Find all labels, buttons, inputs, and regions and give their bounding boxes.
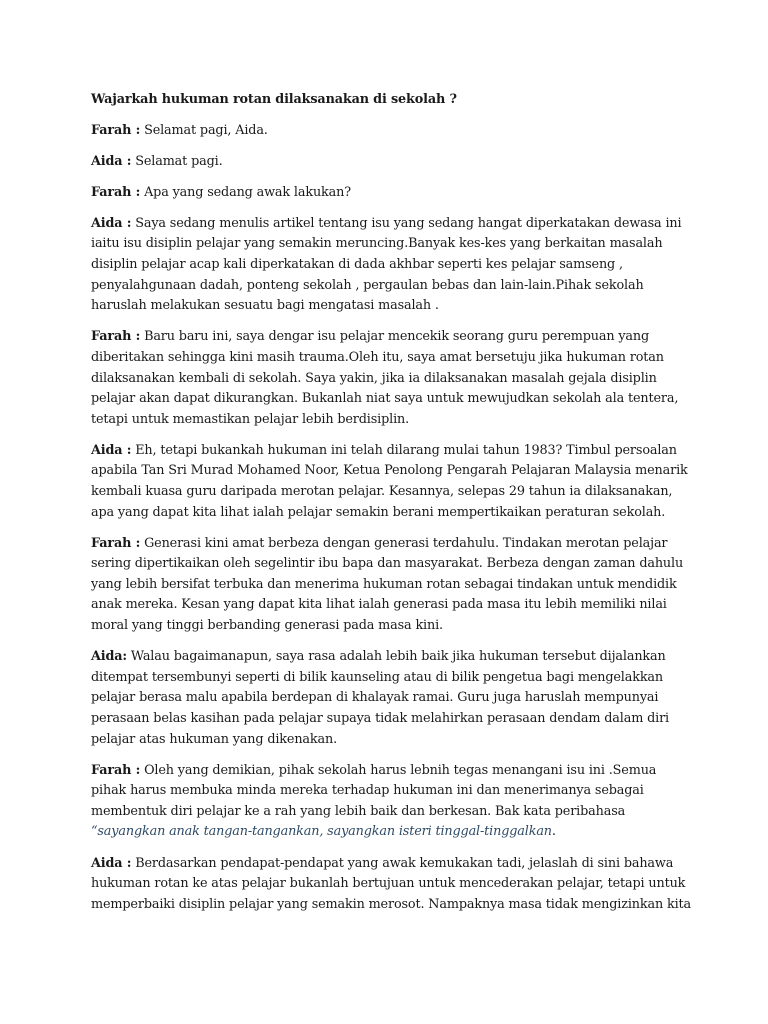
dialogue-text: Apa yang sedang awak lakukan?	[140, 184, 351, 200]
dialogue-paragraph	[91, 327, 691, 430]
document-page	[91, 90, 691, 926]
dialogue-text: Walau bagaimanapun, saya rasa adalah lebih baik jika hukuman tersebut dijalankan ditempat tersembunyi seperti di bilik kaunseling atau di bilik pengetua bagi mengelakkan pelajar berasa malu apabila berdepan di khalayak ramai. Guru juga haruslah mempunyai perasaan belas kasihan pada pelajar supaya tidak melahirkan perasaan dendam dalam diri pelajar atas hukuman yang dikenakan.	[91, 649, 670, 747]
speaker-label: Farah :	[91, 535, 141, 551]
speaker-label: Farah :	[91, 122, 141, 138]
speaker-label: Aida :	[91, 442, 132, 458]
dialogue-text: Saya sedang menulis artikel tentang isu yang sedang hangat diperkatakan dewasa ini iaitu isu disiplin pelajar yang semakin meruncing.Banyak kes-kes yang berkaitan masalah disiplin pelajar acap kali diperkatakan di dada akhbar seperti kes pelajar samseng , penyalahgunaan dadah, ponteng sekolah , pergaulan bebas dan lain-lain.Pihak sekolah haruslah melakukan sesuatu bagi mengatasi masalah .	[91, 215, 682, 314]
dialogue-paragraph	[91, 214, 691, 317]
dialogue-paragraph	[91, 854, 691, 916]
speaker-label: Aida :	[91, 855, 132, 871]
dialogue-paragraph	[91, 534, 691, 637]
dialogue-text: Baru baru ini, saya dengar isu pelajar mencekik seorang guru perempuan yang diberitakan sehingga kini masih trauma.Oleh itu, saya amat bersetuju jika hukuman rotan dilaksanakan kembali di sekolah. Saya yakin, jika ia dilaksanakan masalah gejala disiplin pelajar akan dapat dikurangkan. Bukanlah niat saya untuk mewujudkan sekolah ala tentera, tetapi untuk memastikan pelajar lebih berdisiplin.	[91, 329, 679, 427]
dialogue-paragraph	[91, 183, 691, 204]
dialogue-text: Generasi kini amat berbeza dengan generasi terdahulu. Tindakan merotan pelajar sering dipertikaikan oleh segelintir ibu bapa dan masyarakat. Berbeza dengan zaman dahulu yang lebih bersifat terbuka dan menerima hukuman rotan sebagai tindakan untuk mendidik anak mereka. Kesan yang dapat kita lihat ialah generasi pada masa itu lebih memiliki nilai moral yang tinggi berbanding generasi pada masa kini.	[91, 535, 684, 634]
dialogue-paragraph	[91, 647, 691, 750]
speaker-label: Farah :	[91, 329, 141, 345]
speaker-label: Aida:	[91, 649, 128, 665]
speaker-label: Aida :	[91, 153, 132, 169]
dialogue-text-tail: .	[551, 824, 556, 840]
dialogue-text: Berdasarkan pendapat-pendapat yang awak kemukakan tadi, jelaslah di sini bahawa hukuman rotan ke atas pelajar bukanlah bertujuan untuk mencederakan pelajar, tetapi untuk memperbaiki disiplin pelajar yang semakin merosot. Nampaknya masa tidak mengizinkan kita	[91, 855, 691, 912]
dialogue-paragraph	[91, 441, 691, 523]
dialogue-text: Oleh yang demikian, pihak sekolah harus lebnih tegas menangani isu ini .Semua pihak harus membuka minda mereka terhadap hukuman ini dan menerimanya sebagai membentuk diri pelajar ke a rah yang lebih baik dan berkesan. Bak kata peribahasa	[91, 762, 657, 819]
dialogue-paragraph	[91, 121, 691, 142]
speaker-label: Farah :	[91, 762, 141, 778]
dialogue-text: Selamat pagi, Aida.	[140, 122, 268, 138]
dialogue-paragraph	[91, 761, 691, 843]
proverb-quote: “sayangkan anak tangan-tangankan, sayangkan isteri tinggal-tinggalkan	[91, 824, 552, 840]
speaker-label: Aida :	[91, 215, 132, 231]
document-title: Wajarkah hukuman rotan dilaksanakan di sekolah ?	[91, 92, 457, 107]
speaker-label: Farah :	[91, 184, 141, 200]
dialogue-text: Eh, tetapi bukankah hukuman ini telah dilarang mulai tahun 1983? Timbul persoalan apabila Tan Sri Murad Mohamed Noor, Ketua Penolong Pengarah Pelajaran Malaysia menarik kembali kuasa guru daripada merotan pelajar. Kesannya, selepas 29 tahun ia dilaksanakan, apa yang dapat kita lihat ialah pelajar semakin berani mempertikaikan peraturan sekolah.	[91, 442, 688, 520]
dialogue-paragraph	[91, 152, 691, 173]
dialogue-text: Selamat pagi.	[131, 153, 223, 169]
